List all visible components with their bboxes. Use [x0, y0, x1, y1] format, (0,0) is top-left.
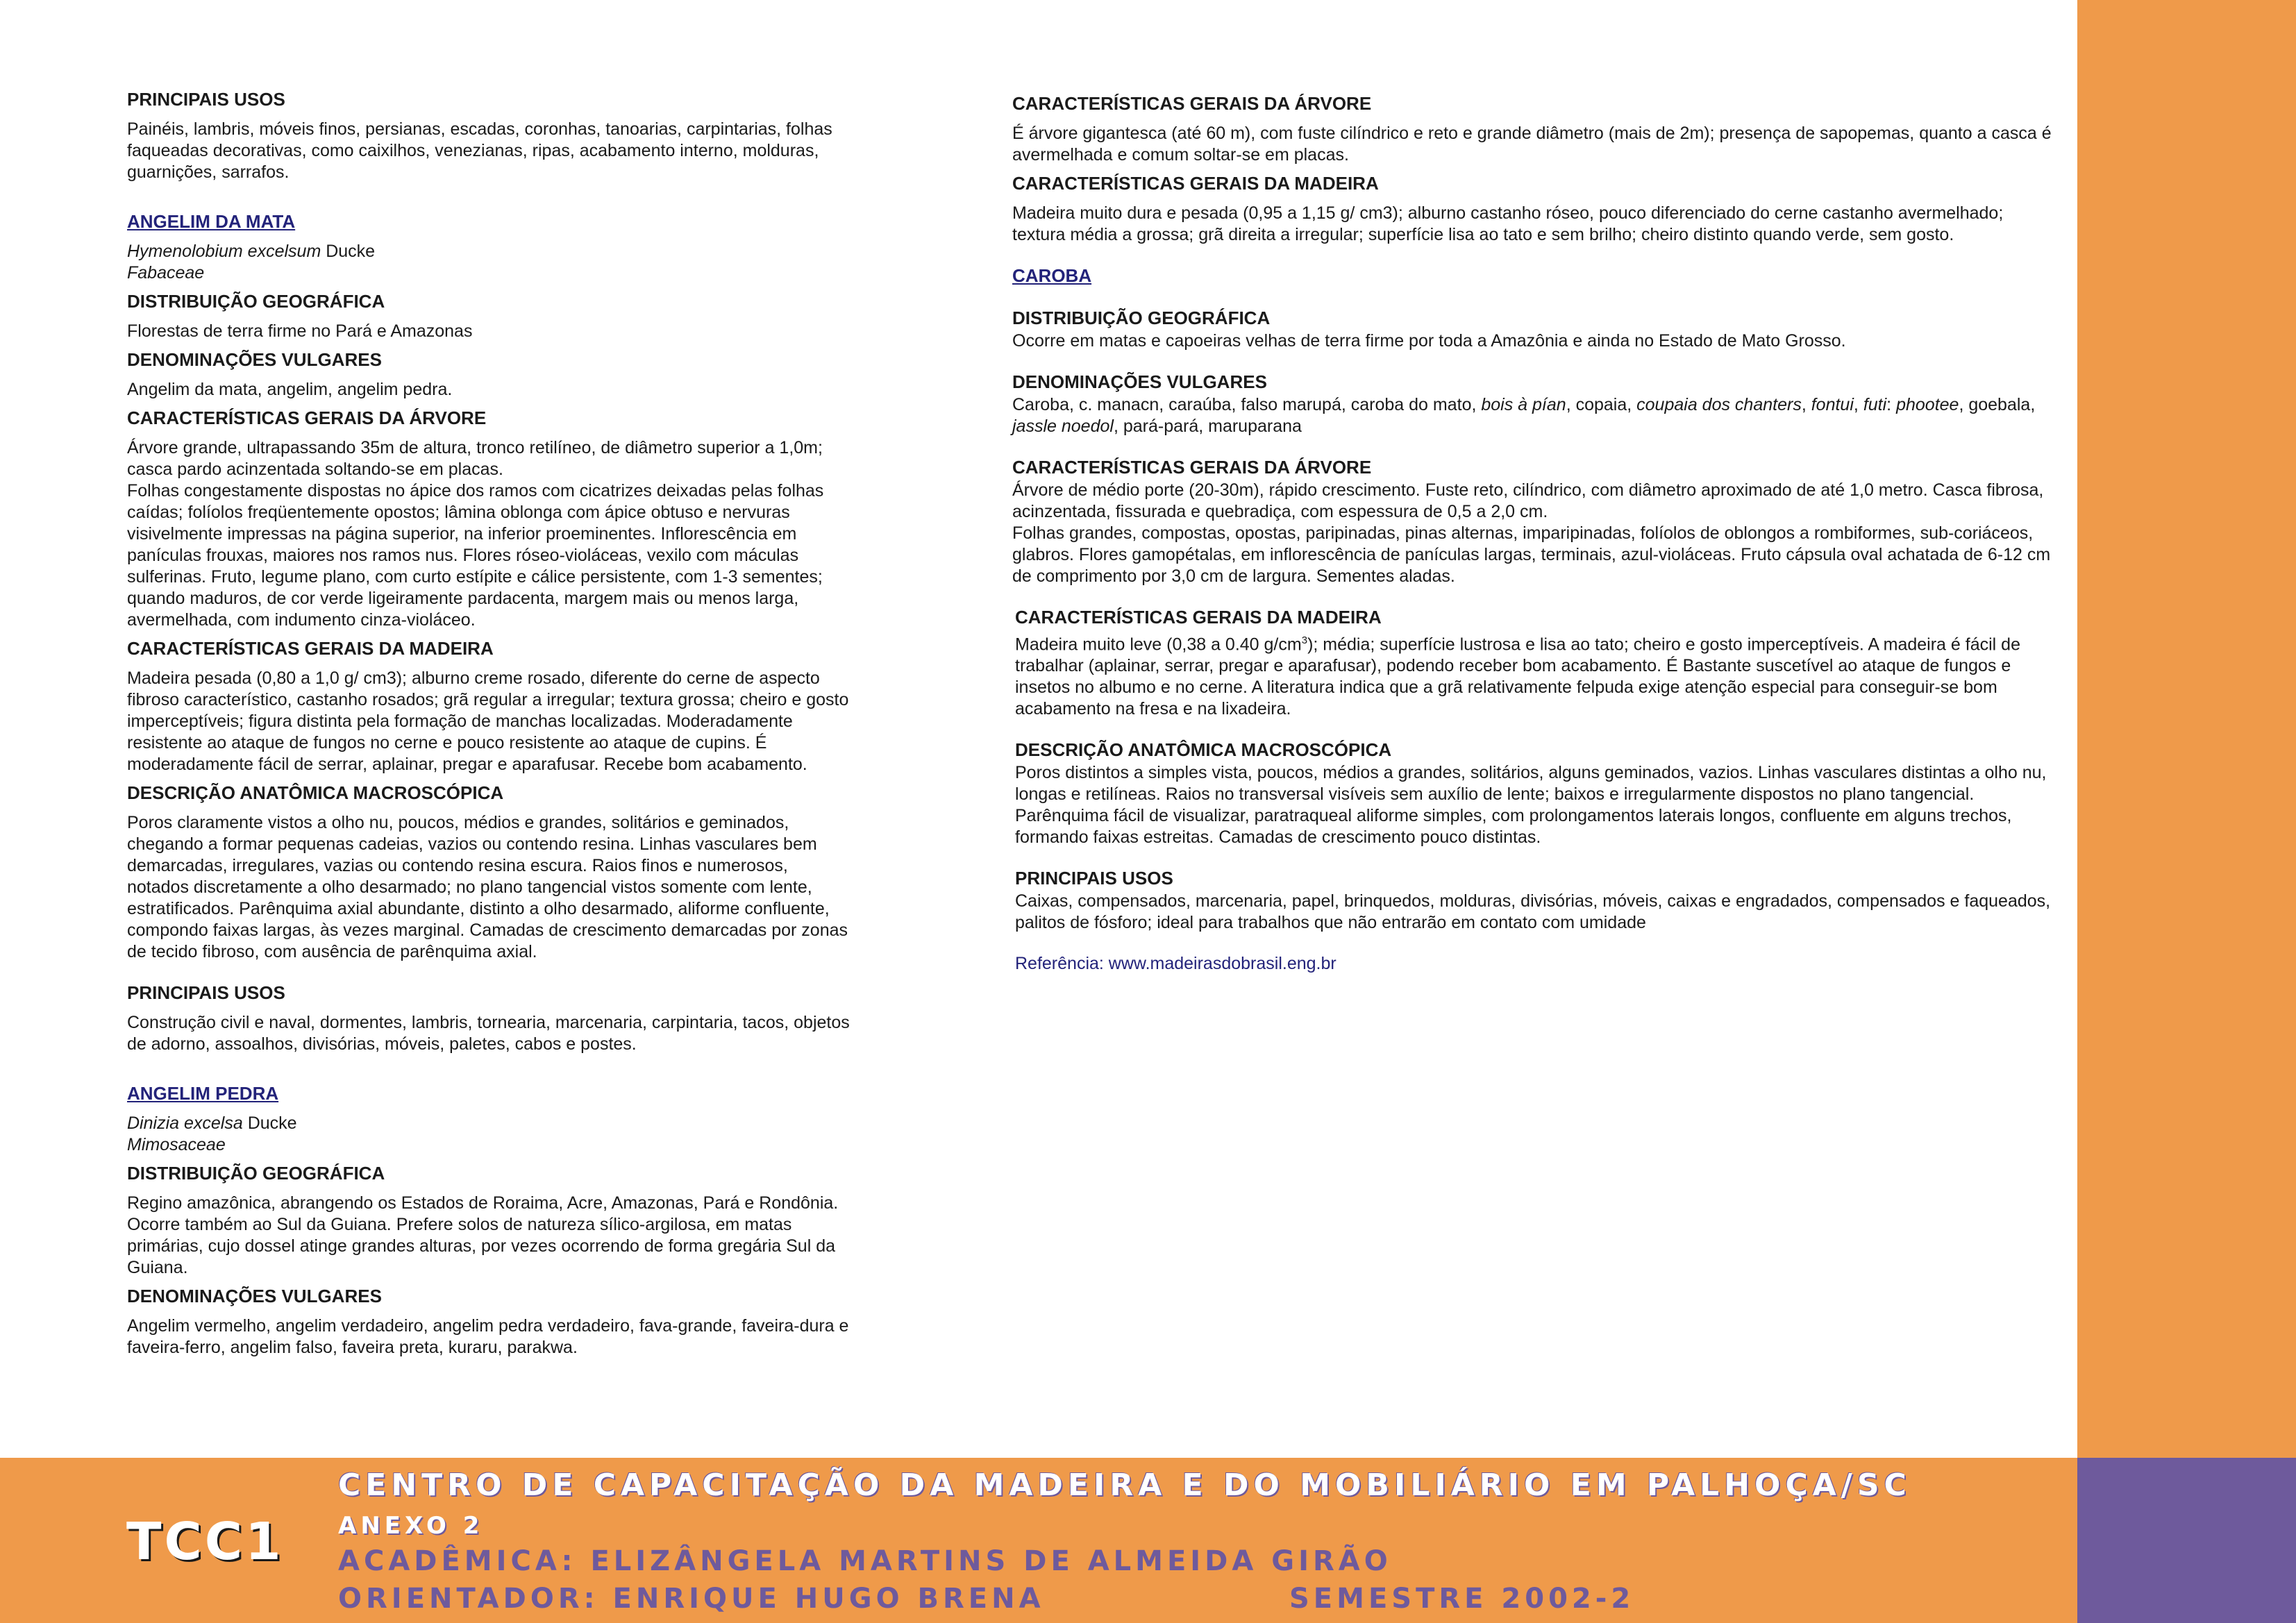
- mad-heading: CARACTERÍSTICAS GERAIS DA MADEIRA: [1012, 173, 1379, 194]
- dist-heading: DISTRIBUIÇÃO GEOGRÁFICA: [1012, 308, 1271, 328]
- arv-heading: CARACTERÍSTICAS GERAIS DA ÁRVORE: [1012, 93, 1372, 114]
- species-title-angelim-mata: ANGELIM DA MATA: [127, 211, 296, 232]
- usos-heading: PRINCIPAIS USOS: [127, 982, 285, 1003]
- usos-text: Painéis, lambris, móveis finos, persianas, escadas, coronhas, tanoarias, carpintarias, folhas faqueadas decorativas, como caixilhos, venezianas, ripas, acabamento interno, molduras, guarnições, sarrafos.: [127, 119, 832, 182]
- footer-tcc-label: TCC1: [126, 1512, 284, 1572]
- den-text: Angelim vermelho, angelim verdadeiro, angelim pedra verdadeiro, fava-grande, faveira-dura e faveira-ferro, angelim falso, faveira preta, kuraru, parakwa.: [127, 1316, 849, 1357]
- dist-text: Ocorre em matas e capoeiras velhas de terra firme por toda a Amazônia e ainda no Estado de Mato Grosso.: [1012, 331, 1846, 351]
- anat-heading: DESCRIÇÃO ANATÔMICA MACROSCÓPICA: [127, 782, 504, 803]
- dist-heading: DISTRIBUIÇÃO GEOGRÁFICA: [127, 291, 385, 312]
- footer-corner: [2077, 1458, 2296, 1623]
- usos-text: Caixas, compensados, marcenaria, papel, brinquedos, molduras, divisórias, móveis, caixas e engradados, compensados e faqueados, palitos de fósforo; ideal para trabalhos que não entrarão em contato com umidade: [1015, 891, 2051, 933]
- left-column: [127, 89, 939, 1365]
- species-title-angelim-pedra: ANGELIM PEDRA: [127, 1083, 279, 1104]
- arv-heading: CARACTERÍSTICAS GERAIS DA ÁRVORE: [127, 407, 487, 428]
- scientific-name: Hymenolobium excelsum Ducke Fabaceae: [127, 241, 939, 284]
- dist-heading: DISTRIBUIÇÃO GEOGRÁFICA: [127, 1163, 385, 1184]
- usos-heading: PRINCIPAIS USOS: [1015, 868, 1173, 889]
- reference-link[interactable]: Referência: www.madeirasdobrasil.eng.br: [1015, 954, 1336, 974]
- dist-text: Florestas de terra firme no Pará e Amazonas: [127, 321, 473, 341]
- mad-text: Madeira muito dura e pesada (0,95 a 1,15 g/ cm3); alburno castanho róseo, pouco diferenciado do cerne castanho avermelhado; textura média a grossa; grã direita a irregular; superfície lisa ao tato e sem brilho; cheiro distinto quando verde, sem gosto.: [1012, 203, 2004, 244]
- den-text: Angelim da mata, angelim, angelim pedra.: [127, 380, 453, 399]
- arv-text: Árvore grande, ultrapassando 35m de altura, tronco retilíneo, de diâmetro superior a 1,0m; casca pardo acinzentada soltando-se em placas. Folhas congestamente dispostas no ápice dos ramos com cicatrizes deixadas pelas folhas caídas; folíolos freqüentemente opostos; lâmina oblonga com ápice obtuso e nervuras visivelmente impressas na página superior, na inferior proeminentes. Inflorescência em panículas frouxas, maiores nos ramos nus. Flores róseo-violáceas, vexilo com máculas sulferinas. Fruto, legume plano, com curto estípite e cálice persistente, com 1-3 sementes; quando maduros, de cor verde ligeiramente pardacenta, margem mais ou menos larga, avermelhada, com indumento cinza-violáceo.: [127, 438, 824, 630]
- species-title-caroba: CAROBA: [1012, 265, 1092, 286]
- usos-text: Construção civil e naval, dormentes, lambris, tornearia, marcenaria, carpintaria, tacos, objetos de adorno, assoalhos, divisórias, móveis, paletes, cabos e postes.: [127, 1013, 850, 1054]
- anat-text: Poros claramente vistos a olho nu, poucos, médios e grandes, solitários e geminados, chegando a formar pequenas cadeias, vazios ou contendo resina. Linhas vasculares bem demarcadas, irregulares, vazias ou contendo resina escura. Raios finos e numerosos, notados discretamente a olho desarmado; no plano tangencial vistos somente com lente, estratificados. Parênquima axial abundante, distinto a olho desarmado, aliforme confluente, compondo faixas largas, às vezes marginal. Camadas de crescimento demarcadas por zonas de tecido fibroso, com ausência de parênquima axial.: [127, 813, 848, 961]
- den-heading: DENOMINAÇÕES VULGARES: [127, 1286, 382, 1306]
- mad-heading: CARACTERÍSTICAS GERAIS DA MADEIRA: [1015, 607, 1382, 628]
- family-name: Fabaceae: [127, 263, 205, 283]
- right-column: [1012, 93, 2179, 982]
- scientific-name: Dinizia excelsa Ducke Mimosaceae: [127, 1113, 939, 1156]
- footer-semester: SEMESTRE 2002-2: [1289, 1583, 1635, 1615]
- footer-title: CENTRO DE CAPACITAÇÃO DA MADEIRA E DO MOBILIÁRIO EM PALHOÇA/SC: [338, 1468, 1911, 1503]
- usos-heading: PRINCIPAIS USOS: [127, 89, 285, 110]
- family-name: Mimosaceae: [127, 1135, 226, 1154]
- arv-text: É árvore gigantesca (até 60 m), com fuste cilíndrico e reto e grande diâmetro (mais de 2m); presença de sapopemas, quanto a casca é avermelhada e comum soltar-se em placas.: [1012, 124, 2052, 165]
- footer-annex: ANEXO 2: [338, 1512, 484, 1540]
- anat-heading: DESCRIÇÃO ANATÔMICA MACROSCÓPICA: [1015, 739, 1392, 761]
- den-text: Caroba, c. manacn, caraúba, falso marupá, caroba do mato, bois à pían, copaia, coupaia dos chanters, fontui, futi: phootee, goebala, jassle noedol, pará-pará, maruparana: [1012, 395, 2036, 436]
- mad-text: Madeira pesada (0,80 a 1,0 g/ cm3); alburno creme rosado, diferente do cerne de aspecto fibroso característico, castanho rosados; grã regular a irregular; textura grossa; cheiro e gosto imperceptíveis; figura distinta pela formação de manchas localizadas. Moderadamente resistente ao ataque de fungos no cerne e pouco resistente ao ataque de cupins. É moderadamente fácil de serrar, aplainar, pregar e aparafusar. Recebe bom acabamento.: [127, 668, 849, 774]
- dist-text: Regino amazônica, abrangendo os Estados de Roraima, Acre, Amazonas, Pará e Rondônia. Ocorre também ao Sul da Guiana. Prefere solos de natureza sílico-argilosa, em matas primárias, cujo dossel atinge grandes alturas, por vezes ocorrendo de forma gregária Sul da Guiana.: [127, 1193, 839, 1277]
- mad-text: Madeira muito leve (0,38 a 0.40 $g/cm^3$); média; superfície lustrosa e lisa ao tato; cheiro e gosto imperceptíveis. A madeira é fácil de trabalhar (aplainar, serrar, pregar e aparafusar), podendo receber bom acabamento. É Bastante suscetível ao ataque de fungos e insetos no albumo e no cerne. A literatura indica que a grã relativamente felpuda exige atenção especial para conseguir-se bom acabamento na fresa e na lixadeira.: [1015, 634, 2020, 719]
- arv-heading: CARACTERÍSTICAS GERAIS DA ÁRVORE: [1012, 457, 1372, 478]
- arv-text: Árvore de médio porte (20-30m), rápido crescimento. Fuste reto, cilíndrico, com diâmetro aproximado de até 1,0 metro. Casca fibrosa, acinzentada, fissurada e quebradiça, com espessura de 0,5 a 2,0 cm. Folhas grandes, compostas, opostas, paripinadas, pinas alternas, imparipinadas, folíolos de oblongos a rombiformes, sub-coriáceos, glabros. Flores gamopétalas, em inflorescência de panículas largas, terminais, azul-violáceas. Fruto cápsula oval achatada de 6-12 cm de comprimento por 3,0 cm de largura. Sementes aladas.: [1012, 480, 2051, 586]
- den-heading: DENOMINAÇÕES VULGARES: [127, 349, 382, 370]
- mad-heading: CARACTERÍSTICAS GERAIS DA MADEIRA: [127, 638, 494, 659]
- footer-advisor: ORIENTADOR: ENRIQUE HUGO BRENA: [338, 1583, 1045, 1615]
- den-heading: DENOMINAÇÕES VULGARES: [1012, 371, 1267, 392]
- footer-academic: ACADÊMICA: ELIZÂNGELA MARTINS DE ALMEIDA GIRÃO: [338, 1545, 1392, 1577]
- anat-text: Poros distintos a simples vista, poucos, médios a grandes, solitários, alguns geminados, vazios. Linhas vasculares distintas a olho nu, longas e retilíneas. Raios no transversal visíveis sem auxílio de lente; baixos e irregularmente dispostos no plano tangencial. Parênquima fácil de visualizar, paratraqueal aliforme simples, com prolongamentos laterais longos, confluente em alguns trechos, formando faixas estreitas. Camadas de crescimento pouco distintas.: [1015, 763, 2047, 848]
